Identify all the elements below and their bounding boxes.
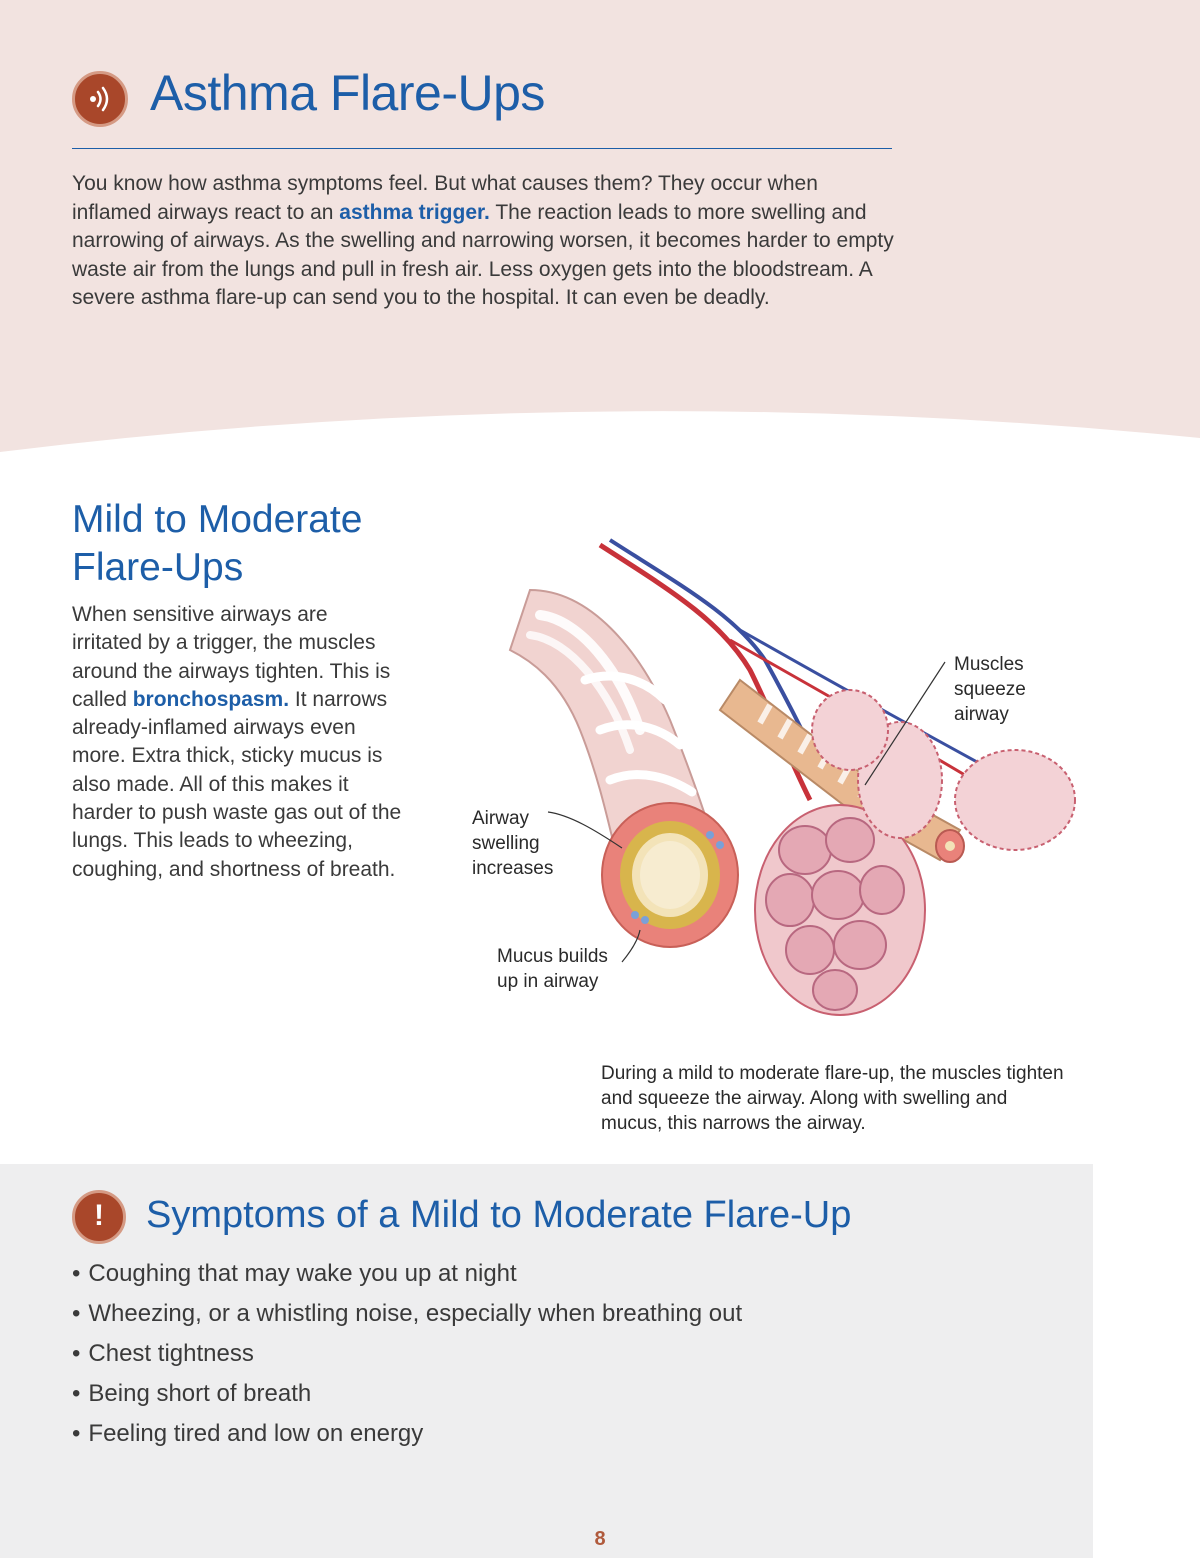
section-heading bbox=[72, 496, 432, 592]
callout-swelling-line2: swelling bbox=[472, 833, 540, 854]
asthma-trigger-term: asthma trigger. bbox=[339, 200, 490, 224]
callout-mucus bbox=[497, 944, 608, 994]
callout-swelling-line3: increases bbox=[472, 858, 554, 879]
callout-muscles-line2: squeeze bbox=[954, 679, 1026, 700]
callout-muscles-line3: airway bbox=[954, 704, 1009, 725]
callout-muscles bbox=[954, 652, 1026, 727]
symptoms-list bbox=[72, 1256, 742, 1456]
title-divider bbox=[72, 148, 892, 149]
symptom-item: • Coughing that may wake you up at night bbox=[72, 1256, 742, 1296]
symptom-item: • Feeling tired and low on energy bbox=[72, 1416, 742, 1456]
page-number: 8 bbox=[594, 1528, 606, 1550]
section-heading-line2: Flare-Ups bbox=[72, 546, 244, 589]
sound-wave-icon bbox=[72, 71, 128, 127]
intro-paragraph bbox=[72, 170, 902, 313]
section-body-text-continued: It narrows already-inflamed airways even more. Extra thick, sticky mucus is also made. All of this makes it harder to push waste gas out of the lungs. This leads to wheezing, coughing, and shortness of breath. bbox=[72, 687, 402, 881]
bronchospasm-term: bronchospasm. bbox=[132, 687, 290, 711]
callout-swelling-line1: Airway bbox=[472, 808, 530, 829]
illustration-caption: During a mild to moderate flare-up, the muscles tighten and squeeze the airway. Along with swelling and mucus, this narrows the airway. bbox=[601, 1063, 1064, 1134]
callout-swelling bbox=[472, 806, 553, 881]
callout-mucus-line1: Mucus builds bbox=[497, 946, 608, 967]
intro-text-continued: The reaction leads to more swelling and narrowing of airways. As the swelling and narrowing worsen, it becomes harder to empty waste air from the lungs and pull in fresh air. Less oxygen gets into the bloodstream. A severe asthma flare-up can send you to the hospital. It can even be deadly. bbox=[72, 200, 894, 309]
symptom-item: • Wheezing, or a whistling noise, especially when breathing out bbox=[72, 1296, 742, 1336]
callout-muscles-line1: Muscles bbox=[954, 654, 1024, 675]
section-body-text: When sensitive airways are irritated by a trigger, the muscles around the airways tighten. This is called bbox=[72, 603, 391, 711]
symptoms-title: Symptoms of a Mild to Moderate Flare-Up bbox=[146, 1194, 852, 1236]
section-heading-line1: Mild to Moderate bbox=[72, 498, 363, 541]
symptom-item: • Being short of breath bbox=[72, 1376, 742, 1416]
intro-text: You know how asthma symptoms feel. But what causes them? They occur when inflamed airways react to an bbox=[72, 172, 818, 224]
section-body bbox=[72, 601, 402, 884]
symptom-item: • Chest tightness bbox=[72, 1336, 742, 1376]
exclamation-icon: ! bbox=[72, 1190, 126, 1244]
page-title: Asthma Flare-Ups bbox=[150, 65, 545, 121]
callout-mucus-line2: up in airway bbox=[497, 971, 599, 992]
